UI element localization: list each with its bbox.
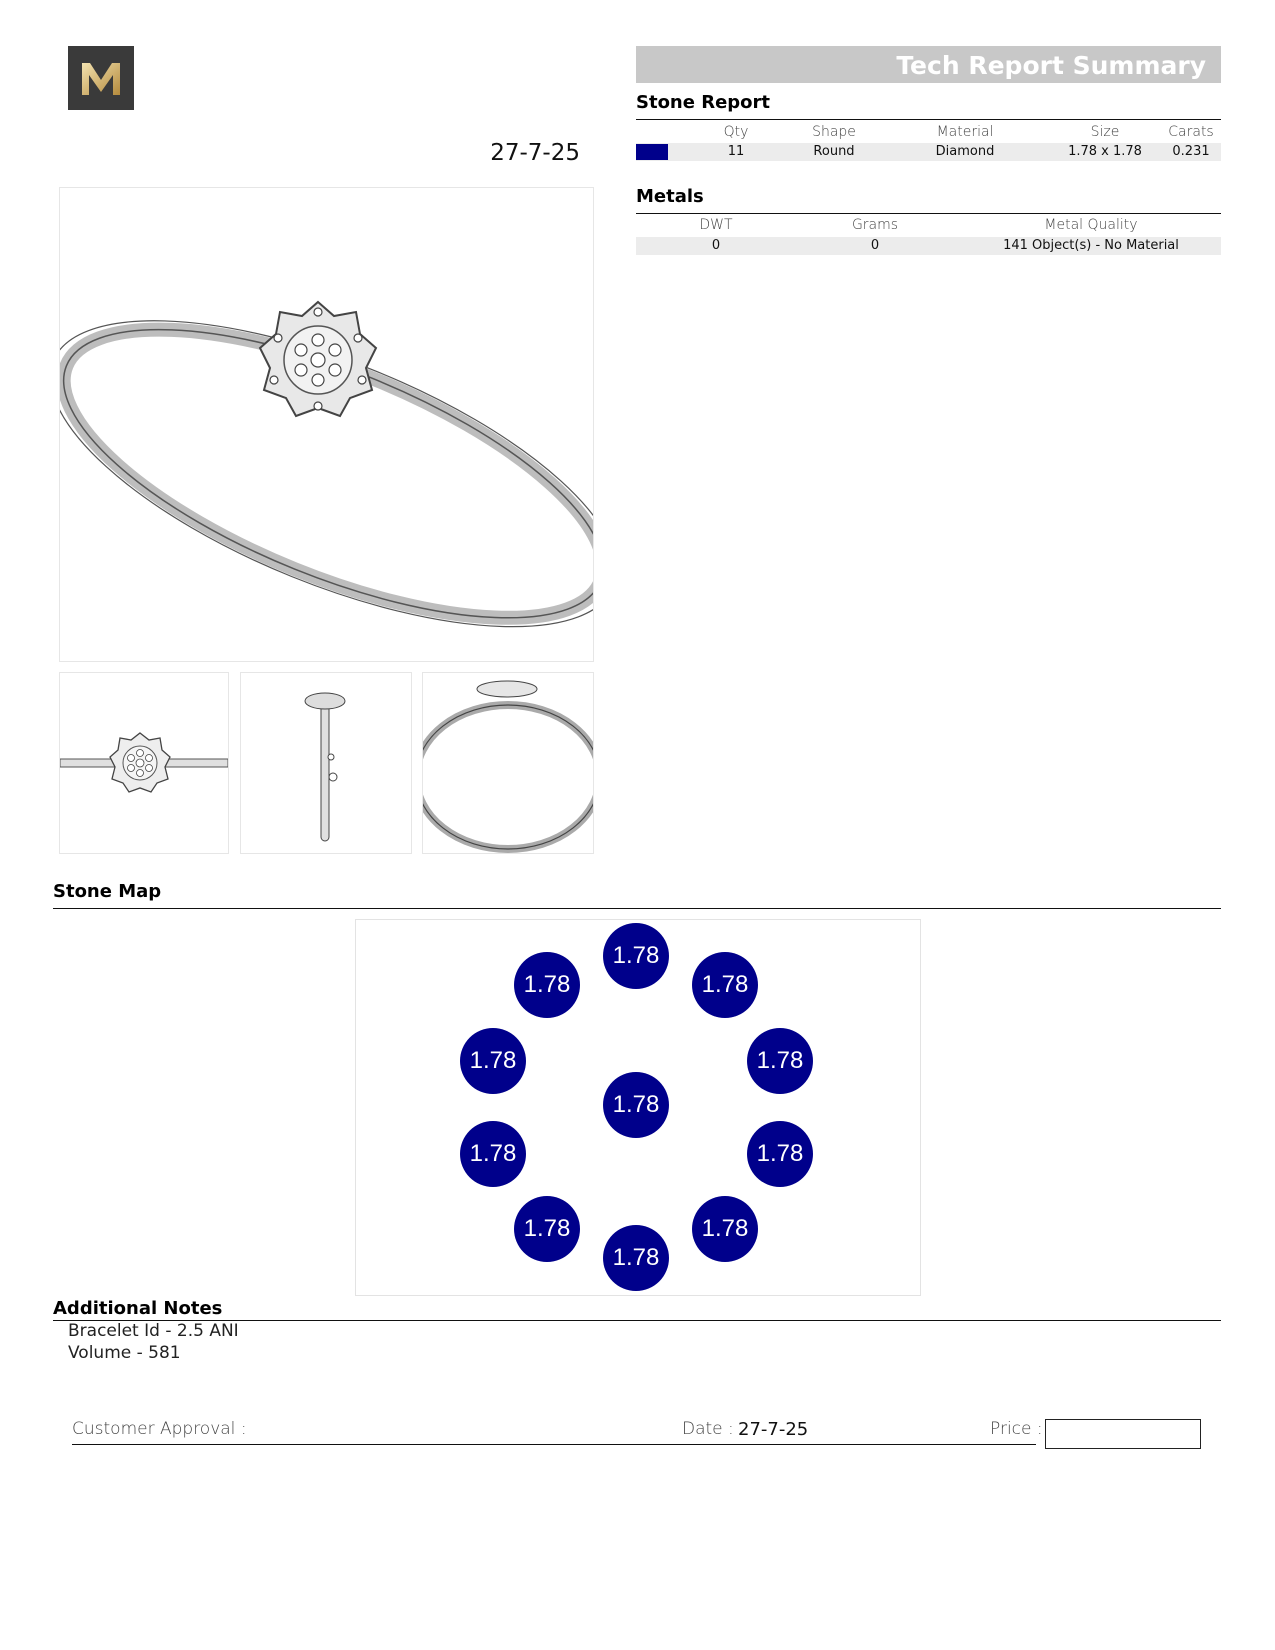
bracelet-side-view <box>240 672 412 854</box>
approval-signature-line[interactable] <box>72 1444 1036 1445</box>
col-size: Size <box>1090 124 1120 140</box>
stone-report-header <box>636 124 1221 142</box>
col-material: Material <box>936 124 994 140</box>
bracelet-top-view <box>59 672 229 854</box>
stone-shape: Round <box>813 144 855 159</box>
stone-report-title: Stone Report <box>636 92 771 113</box>
customer-approval-label: Customer Approval : <box>72 1419 247 1439</box>
metals-header <box>636 217 1221 235</box>
col-dwt: DWT <box>699 217 733 233</box>
col-metal-quality: Metal Quality <box>1044 217 1138 233</box>
price-label: Price : <box>990 1419 1043 1439</box>
metal-row <box>636 237 1221 255</box>
bracelet-perspective-render <box>59 187 594 662</box>
metals-divider <box>636 213 1221 214</box>
stone-marker: 1.78 <box>603 1072 669 1138</box>
approval-date-label: Date : <box>682 1419 734 1439</box>
stone-marker: 1.78 <box>603 1225 669 1291</box>
col-grams: Grams <box>851 217 899 233</box>
stone-marker: 1.78 <box>514 1196 580 1262</box>
stone-marker: 1.78 <box>692 1196 758 1262</box>
stone-material: Diamond <box>935 144 995 159</box>
metals-title: Metals <box>636 186 704 207</box>
stone-report-table <box>636 124 1221 164</box>
stone-map-title: Stone Map <box>53 881 162 902</box>
price-field[interactable] <box>1045 1419 1201 1449</box>
metal-dwt: 0 <box>711 238 721 253</box>
stone-marker: 1.78 <box>747 1028 813 1094</box>
col-carats: Carats <box>1168 124 1214 140</box>
stone-report-divider <box>636 119 1221 120</box>
metals-table <box>636 217 1221 257</box>
note-line: Bracelet Id - 2.5 ANI <box>68 1321 239 1341</box>
company-logo <box>68 46 134 110</box>
stone-marker: 1.78 <box>747 1121 813 1187</box>
stone-marker: 1.78 <box>603 923 669 989</box>
col-shape: Shape <box>812 124 856 140</box>
stone-size: 1.78 x 1.78 <box>1068 144 1142 159</box>
note-line: Volume - 581 <box>68 1343 181 1363</box>
metal-quality: 141 Object(s) - No Material <box>1003 238 1179 253</box>
notes-body <box>68 1320 239 1364</box>
stone-qty: 11 <box>727 144 745 159</box>
stone-map-divider <box>53 908 1221 909</box>
col-qty: Qty <box>723 124 749 140</box>
report-date: 27-7-25 <box>490 140 580 166</box>
stone-marker: 1.78 <box>692 952 758 1018</box>
stone-marker: 1.78 <box>460 1121 526 1187</box>
approval-date-value: 27-7-25 <box>738 1419 809 1440</box>
stone-map <box>355 919 921 1296</box>
stone-marker: 1.78 <box>514 952 580 1018</box>
stone-color-swatch <box>636 144 668 160</box>
stone-marker: 1.78 <box>460 1028 526 1094</box>
stone-row <box>636 143 1221 161</box>
stone-carats: 0.231 <box>1172 144 1210 159</box>
bracelet-front-view <box>422 672 594 854</box>
metal-grams: 0 <box>870 238 880 253</box>
notes-title: Additional Notes <box>53 1298 223 1319</box>
report-title: Tech Report Summary <box>636 46 1221 83</box>
